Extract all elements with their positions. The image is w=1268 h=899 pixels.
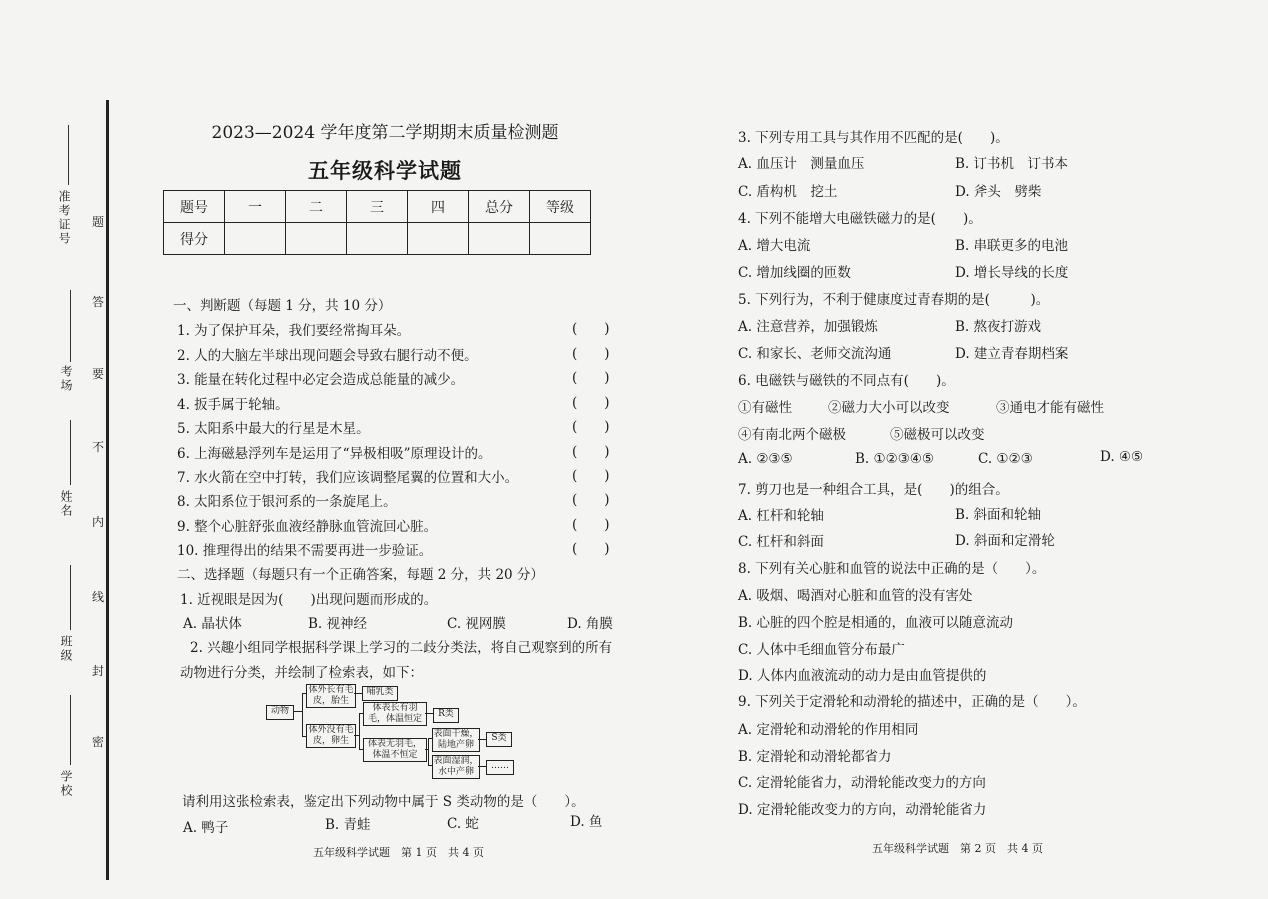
admission-number-label: 准考证号 xyxy=(57,190,71,246)
mc-option[interactable]: D. 增长导线的长度 xyxy=(955,265,1069,281)
mc-option[interactable]: D. 定滑轮能改变力的方向，动滑轮能省力 xyxy=(738,802,987,818)
mc-option[interactable]: A. 晶状体 xyxy=(183,616,242,632)
connector xyxy=(293,711,302,712)
page-footer: 五年级科学试题 第 2 页 共 4 页 xyxy=(872,842,1043,855)
mc-option[interactable]: A. 吸烟、喝酒对心脏和血管的没有害处 xyxy=(738,588,973,604)
mc-question-stem: 1. 近视眼是因为( )出现问题而形成的。 xyxy=(180,592,438,608)
key-node: 体表长有羽毛，体温恒定 xyxy=(363,702,427,726)
mc-option[interactable]: C. 和家长、老师交流沟通 xyxy=(738,346,892,362)
exam-subtitle: 五年级科学试题 xyxy=(308,158,462,183)
score-table-score-row xyxy=(164,223,591,255)
mc-option[interactable]: A. 增大电流 xyxy=(738,238,811,254)
score-input-cell[interactable] xyxy=(225,223,286,255)
mc-option[interactable]: B. 心脏的四个腔是相通的，血液可以随意流动 xyxy=(738,615,1014,631)
mc-option[interactable]: C. ①②③ xyxy=(978,451,1033,467)
tf-question: 1. 为了保护耳朵，我们要经常掏耳朵。 xyxy=(177,323,411,339)
key-node: 体表无羽毛，体温不恒定 xyxy=(363,738,427,762)
mc-option[interactable]: B. 视神经 xyxy=(308,616,368,632)
tf-answer-blank[interactable]: ( ) xyxy=(572,444,610,460)
tf-answer-blank[interactable]: ( ) xyxy=(572,492,610,508)
score-cell: 一 xyxy=(225,191,286,223)
key-node: 表面湿润，水中产卵 xyxy=(433,756,479,777)
mc-option[interactable]: C. 盾构机 挖土 xyxy=(738,184,838,200)
statement-item: ②磁力大小可以改变 xyxy=(828,400,950,416)
tf-question: 5. 太阳系中最大的行星是木星。 xyxy=(177,421,370,437)
mc-option[interactable]: D. 斜面和定滑轮 xyxy=(955,533,1055,549)
seal-char: 密 xyxy=(92,735,105,749)
connector xyxy=(428,738,429,766)
admission-number-field[interactable] xyxy=(68,125,69,185)
connector xyxy=(302,693,303,737)
mc-option[interactable]: B. 熬夜打游戏 xyxy=(955,319,1042,335)
statement-item: ④有南北两个磁极 xyxy=(738,427,846,443)
seal-char: 答 xyxy=(92,295,105,309)
mc-option[interactable]: C. 蛇 xyxy=(447,816,479,832)
mc-question-stem: 5. 下列行为，不利于健康度过青春期的是( )。 xyxy=(738,292,1050,308)
key-result-node: 哺乳类 xyxy=(362,686,398,701)
key-node: 表面干燥，陆地产卵 xyxy=(433,729,479,750)
school-field[interactable] xyxy=(70,695,71,765)
mc-option[interactable]: C. 增加线圈的匝数 xyxy=(738,265,851,281)
mc-option[interactable]: B. ①②③④⑤ xyxy=(855,451,935,467)
mc-option[interactable]: A. 鸭子 xyxy=(183,820,229,836)
score-input-cell[interactable] xyxy=(530,223,591,255)
key-node: 体外长有毛皮，胎生 xyxy=(306,684,356,708)
tf-question: 4. 扳手属于轮轴。 xyxy=(177,397,289,413)
seal-char: 要 xyxy=(92,367,105,381)
connector xyxy=(478,766,486,767)
tf-answer-blank[interactable]: ( ) xyxy=(572,370,610,386)
mc-option[interactable]: D. 人体内血液流动的动力是由血管提供的 xyxy=(738,668,987,684)
exam-title: 2023—2024 学年度第二学期期末质量检测题 xyxy=(211,123,559,143)
mc-question-stem: 3. 下列专用工具与其作用不匹配的是( )。 xyxy=(738,130,1009,146)
mc-option[interactable]: C. 视网膜 xyxy=(447,616,506,632)
connector xyxy=(425,713,433,714)
class-label: 班级 xyxy=(59,635,73,663)
mc-option[interactable]: B. 定滑轮和动滑轮都省力 xyxy=(738,749,892,765)
mc-option[interactable]: A. 定滑轮和动滑轮的作用相同 xyxy=(738,722,919,738)
mc-option[interactable]: A. 血压计 测量血压 xyxy=(738,156,865,172)
key-result-node: R类 xyxy=(433,708,459,723)
score-cell: 四 xyxy=(408,191,469,223)
tf-answer-blank[interactable]: ( ) xyxy=(572,468,610,484)
key-root-node: 动物 xyxy=(266,705,294,720)
mc-option[interactable]: D. 角膜 xyxy=(567,616,613,632)
score-row-label: 得分 xyxy=(164,223,225,255)
mc-question-stem: 6. 电磁铁与磁铁的不同点有( )。 xyxy=(738,373,955,389)
connector xyxy=(354,693,362,694)
tf-question: 9. 整个心脏舒张血液经静脉血管流回心脏。 xyxy=(177,519,438,535)
score-input-cell[interactable] xyxy=(286,223,347,255)
tf-question: 6. 上海磁悬浮列车是运用了“异极相吸”原理设计的。 xyxy=(177,446,492,462)
exam-room-field[interactable] xyxy=(70,290,71,362)
mc-option[interactable]: C. 杠杆和斜面 xyxy=(738,534,824,550)
score-table xyxy=(163,190,591,255)
seal-char: 内 xyxy=(92,515,105,529)
section1-heading: 一、判断题（每题 1 分，共 10 分） xyxy=(173,298,392,314)
score-cell: 总分 xyxy=(469,191,530,223)
mc-option[interactable]: D. 斧头 劈柴 xyxy=(955,184,1042,200)
tf-question: 8. 太阳系位于银河系的一条旋尾上。 xyxy=(177,494,397,510)
tf-question: 10. 推理得出的结果不需要再进一步验证。 xyxy=(177,543,433,559)
score-cell: 等级 xyxy=(530,191,591,223)
name-label: 姓名 xyxy=(59,490,73,518)
school-label: 学校 xyxy=(59,770,73,798)
seal-char: 封 xyxy=(92,664,105,678)
mc-option[interactable]: B. 订书机 订书本 xyxy=(955,156,1069,172)
mc-question-stem: 8. 下列有关心脏和血管的说法中正确的是（ ）。 xyxy=(738,561,1046,577)
score-cell: 三 xyxy=(347,191,408,223)
score-input-cell[interactable] xyxy=(469,223,530,255)
score-cell: 二 xyxy=(286,191,347,223)
mc-question-stem: 7. 剪刀也是一种组合工具，是( )的组合。 xyxy=(738,482,1009,498)
seal-char: 题 xyxy=(92,215,105,229)
tf-answer-blank[interactable]: ( ) xyxy=(572,346,610,362)
connector xyxy=(359,713,360,750)
tf-question: 7. 水火箭在空中打转，我们应该调整尾翼的位置和大小。 xyxy=(177,470,519,486)
seal-char: 线 xyxy=(92,590,105,604)
key-result-node: S类 xyxy=(486,732,512,747)
binding-line xyxy=(106,100,109,880)
class-field[interactable] xyxy=(70,565,71,630)
mc-question-stem: 请利用这张检索表，鉴定出下列动物中属于 S 类动物的是（ ）。 xyxy=(182,794,585,810)
mc-option[interactable]: A. 注意营养，加强锻炼 xyxy=(738,319,878,335)
name-field[interactable] xyxy=(70,420,71,485)
key-result-node: …… xyxy=(486,760,514,775)
mc-option[interactable]: D. 鱼 xyxy=(570,814,603,830)
tf-answer-blank[interactable]: ( ) xyxy=(572,541,610,557)
mc-option[interactable]: A. ②③⑤ xyxy=(738,451,793,467)
tf-answer-blank[interactable]: ( ) xyxy=(572,517,610,533)
connector xyxy=(478,739,486,740)
tf-answer-blank[interactable]: ( ) xyxy=(572,321,610,337)
mc-option[interactable]: A. 杠杆和轮轴 xyxy=(738,508,824,524)
score-input-cell[interactable] xyxy=(408,223,469,255)
mc-option[interactable]: C. 人体中毛细血管分布最广 xyxy=(738,642,905,658)
score-input-cell[interactable] xyxy=(347,223,408,255)
statement-item: ①有磁性 xyxy=(738,400,792,416)
section2-heading: 二、选择题（每题只有一个正确答案，每题 2 分，共 20 分） xyxy=(177,567,544,583)
mc-option[interactable]: B. 串联更多的电池 xyxy=(955,238,1069,254)
mc-option[interactable]: D. ④⑤ xyxy=(1100,449,1144,465)
mc-question-stem: 4. 下列不能增大电磁铁磁力的是( )。 xyxy=(738,211,982,227)
mc-option[interactable]: B. 斜面和轮轴 xyxy=(955,507,1042,523)
mc-question-stem: 9. 下列关于定滑轮和动滑轮的描述中，正确的是（ ）。 xyxy=(738,694,1086,710)
mc-option[interactable]: B. 青蛙 xyxy=(325,817,371,833)
statement-item: ⑤磁极可以改变 xyxy=(890,427,985,443)
tf-answer-blank[interactable]: ( ) xyxy=(572,419,610,435)
key-node: 体外没有毛皮，卵生 xyxy=(306,724,356,748)
exam-room-label: 考场 xyxy=(59,365,73,393)
seal-char: 不 xyxy=(92,440,105,454)
mc-question-stem: 2. 兴趣小组同学根据科学课上学习的二歧分类法，将自己观察到的所有 xyxy=(190,640,613,656)
score-table-header-row xyxy=(164,191,591,223)
tf-question: 2. 人的大脑左半球出现问题会导致右腿行动不便。 xyxy=(177,348,478,364)
statement-item: ③通电才能有磁性 xyxy=(996,400,1104,416)
mc-question-stem: 动物进行分类，并绘制了检索表，如下： xyxy=(180,665,423,681)
score-cell: 题号 xyxy=(164,191,225,223)
tf-answer-blank[interactable]: ( ) xyxy=(572,395,610,411)
mc-option[interactable]: D. 建立青春期档案 xyxy=(955,346,1069,362)
page-footer: 五年级科学试题 第 1 页 共 4 页 xyxy=(313,846,484,859)
tf-question: 3. 能量在转化过程中必定会造成总能量的减少。 xyxy=(177,372,465,388)
mc-option[interactable]: C. 定滑轮能省力，动滑轮能改变力的方向 xyxy=(738,775,986,791)
